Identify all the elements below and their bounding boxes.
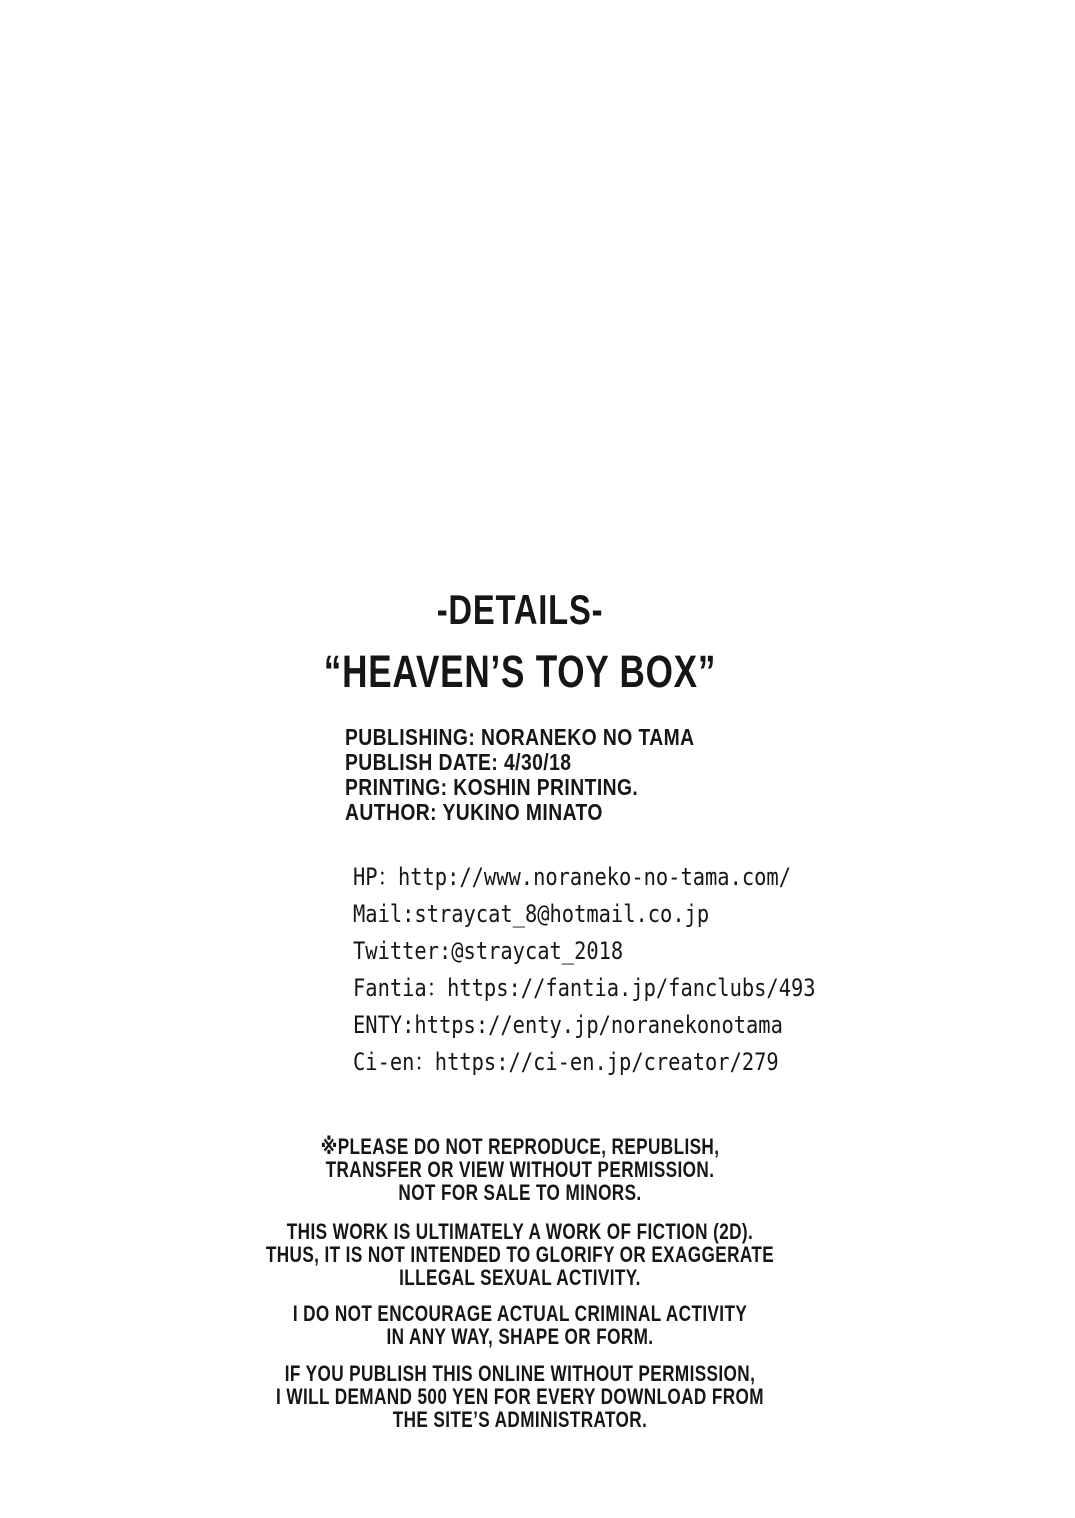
fantia-url-line: Fantia：https://fantia.jp/fanclubs/493 [353, 974, 816, 1002]
disclaimer-line: IN ANY WAY, SHAPE OR FORM. [386, 1324, 654, 1349]
work-of-fiction-disclaimer [114, 1220, 925, 1289]
disclaimer-line: THE SITE’S ADMINISTRATOR. [392, 1407, 648, 1432]
book-title: “HEAVEN’S TOY BOX” [323, 646, 717, 697]
publication-info-block [345, 725, 694, 825]
details-heading: -DETAILS- [436, 586, 604, 633]
disclaimer-line: THIS WORK IS ULTIMATELY A WORK OF FICTION (2D). [286, 1219, 754, 1244]
cien-url-line: Ci-en：https://ci-en.jp/creator/279 [353, 1048, 779, 1076]
enty-url-line: ENTY:https://enty.jp/noranekonotama [353, 1011, 783, 1039]
homepage-url-line: HP：http://www.noraneko-no-tama.com/ [353, 863, 791, 891]
disclaimer-line: THUS, IT IS NOT INTENDED TO GLORIFY OR EXAGGERATE [265, 1242, 775, 1267]
disclaimer-line: IF YOU PUBLISH THIS ONLINE WITHOUT PERMISSION, [284, 1361, 756, 1386]
disclaimer-line: TRANSFER OR VIEW WITHOUT PERMISSION. [325, 1157, 715, 1182]
unauthorized-publishing-fee-disclaimer [114, 1362, 925, 1431]
author-line: AUTHOR: YUKINO MINATO [345, 799, 603, 825]
disclaimer-line: NOT FOR SALE TO MINORS. [398, 1180, 642, 1205]
no-criminal-activity-disclaimer [114, 1302, 925, 1348]
disclaimer-line: I DO NOT ENCOURAGE ACTUAL CRIMINAL ACTIVITY [292, 1301, 748, 1326]
disclaimer-line: ※PLEASE DO NOT REPRODUCE, REPUBLISH, [320, 1134, 720, 1159]
no-reproduction-disclaimer [114, 1135, 925, 1204]
disclaimer-line: ILLEGAL SEXUAL ACTIVITY. [399, 1265, 641, 1290]
contact-links-block [353, 859, 816, 1081]
publish-date-line: PUBLISH DATE: 4/30/18 [345, 749, 572, 775]
publishing-line: PUBLISHING: NORANEKO NO TAMA [345, 724, 695, 750]
twitter-handle-line: Twitter:@straycat_2018 [353, 937, 624, 965]
disclaimer-line: I WILL DEMAND 500 YEN FOR EVERY DOWNLOAD FROM [276, 1384, 764, 1409]
printing-line: PRINTING: KOSHIN PRINTING. [345, 774, 639, 800]
mail-address-line: Mail:straycat_8@hotmail.co.jp [353, 900, 710, 928]
